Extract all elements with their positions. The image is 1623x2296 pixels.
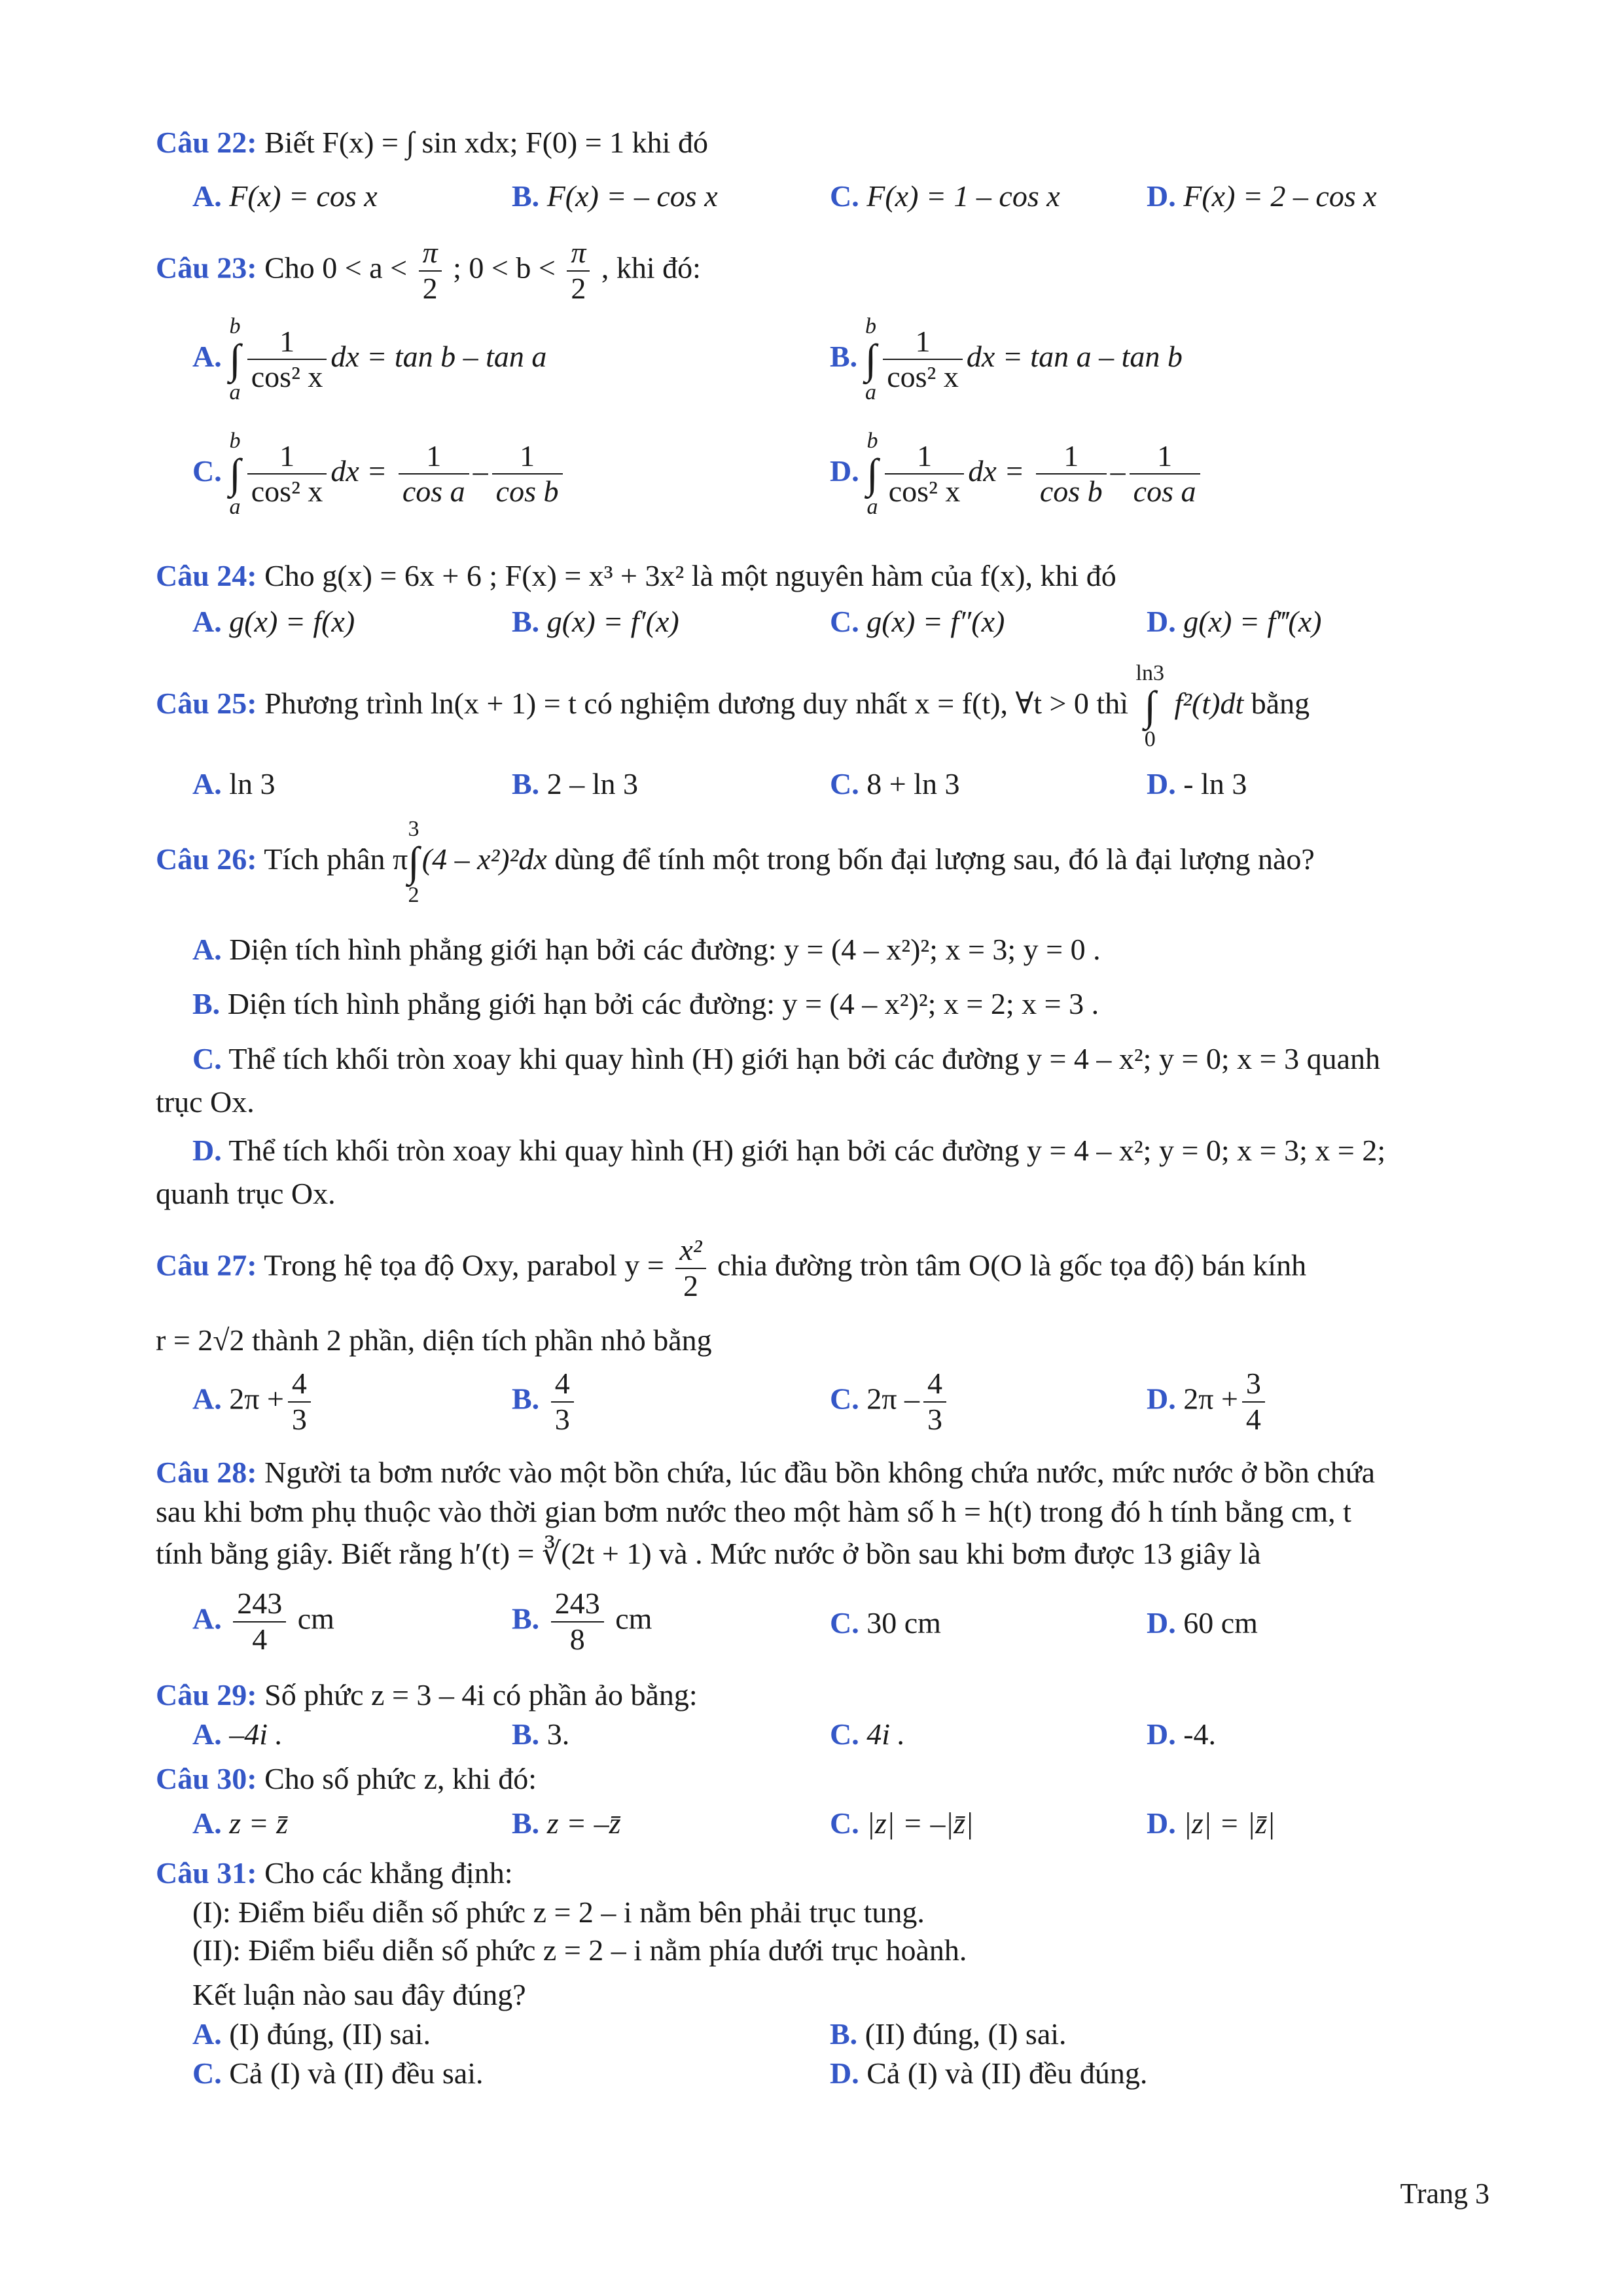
option-label: A. [192, 1717, 222, 1751]
unit: cm [615, 1602, 652, 1636]
option-text: g(x) = f″(x) [866, 605, 1005, 638]
option-label: C. [830, 1382, 859, 1416]
statement-2: (II): Điểm biểu diễn số phức z = 2 – i nằm phía dưới trục hoành. [192, 1933, 967, 1967]
option-a [192, 931, 1491, 967]
question-prompt: Kết luận nào sau đây đúng? [192, 1978, 526, 2011]
option-text: Cả (I) và (II) đều đúng. [866, 2056, 1148, 2090]
option-c-continued [156, 1084, 1491, 1120]
question-text: Cho g(x) = 6x + 6 ; F(x) = x³ + 3x² là một nguyên hàm của f(x), khi đó [264, 559, 1116, 592]
lower-limit: a [866, 495, 878, 520]
option-c [830, 766, 959, 802]
denominator: 2 [683, 1268, 698, 1302]
option-d [1147, 1805, 1275, 1841]
option-label: C. [830, 767, 859, 800]
numerator: 1 [399, 439, 469, 475]
option-text: |z| = –|z̄| [866, 1806, 974, 1840]
unit: cm [297, 1602, 334, 1636]
denominator: 2 [422, 271, 438, 305]
numerator: 1 [1036, 439, 1107, 475]
option-c [192, 429, 567, 520]
option-label: D. [1147, 767, 1176, 800]
question-27-line2 [156, 1322, 1491, 1358]
option-c [830, 178, 1060, 214]
option-text: 2π + [1183, 1382, 1238, 1416]
integral: b ∫ a [865, 314, 877, 405]
question-label: Câu 30: [156, 1762, 257, 1795]
option-d [830, 429, 1204, 520]
option-text: 4i . [866, 1717, 906, 1751]
option-c [830, 1716, 905, 1752]
fraction [885, 439, 965, 510]
option-b [512, 1587, 652, 1657]
question-text: Người ta bơm nước vào một bồn chứa, lúc đầu bồn không chứa nước, mức nước ở bồn chứa [264, 1456, 1376, 1489]
minus-sign: – [473, 454, 488, 488]
option-text: |z| = |z̄| [1183, 1806, 1275, 1840]
page-number: Trang 3 [1400, 2178, 1489, 2210]
option-text: g(x) = f′(x) [546, 605, 679, 638]
denominator: 3 [291, 1402, 307, 1436]
denominator: cos b [495, 475, 559, 509]
lower-limit: 0 [1144, 727, 1156, 752]
option-text: (II) đúng, (I) sai. [865, 2017, 1067, 2051]
option-text: g(x) = f‴(x) [1183, 605, 1322, 638]
option-a [192, 1367, 315, 1437]
option-a [192, 178, 378, 214]
fraction [1036, 439, 1107, 510]
denominator: 4 [252, 1622, 268, 1656]
fraction [492, 439, 563, 510]
option-label: B. [512, 1806, 540, 1840]
denominator: 2 [571, 271, 586, 305]
option-c [830, 603, 1005, 639]
question-text: tính bằng giây. Biết rằng h′(t) = ∛(2t + 1) và . Mức nước ở bồn sau khi bơm được 13 giây là [156, 1537, 1261, 1570]
option-b [192, 986, 1491, 1022]
option-c [830, 1367, 950, 1437]
upper-limit: b [229, 429, 241, 453]
upper-limit: ln3 [1135, 661, 1164, 685]
option-text: Thể tích khối tròn xoay khi quay hình (H) giới hạn bởi các đường y = 4 – x²; y = 0; x = 3 quanh [228, 1042, 1381, 1075]
option-label: A. [192, 1806, 222, 1840]
option-text: ln 3 [229, 767, 276, 800]
numerator: 4 [288, 1367, 311, 1403]
option-label: A. [192, 1382, 222, 1416]
fraction [551, 1367, 574, 1437]
fraction [675, 1233, 705, 1304]
question-text: Cho 0 < a < [264, 251, 408, 285]
integral: ln3 ∫ 0 [1135, 661, 1164, 752]
option-b [512, 603, 679, 639]
option-label: D. [1147, 605, 1176, 638]
question-label: Câu 24: [156, 559, 257, 592]
option-label: A. [192, 2017, 222, 2051]
fraction [923, 1367, 946, 1437]
fraction [883, 325, 963, 395]
denominator: 3 [554, 1402, 570, 1436]
question-text: bằng [1251, 686, 1310, 720]
numerator: 4 [923, 1367, 946, 1403]
option-label: D. [1147, 1606, 1176, 1640]
question-label: Câu 27: [156, 1248, 257, 1282]
option-b [512, 1805, 621, 1841]
option-text: z = z̄ [229, 1806, 289, 1840]
denominator: cos² x [251, 475, 323, 509]
option-label: C. [192, 1042, 222, 1075]
option-text: Cả (I) và (II) đều sai. [229, 2056, 484, 2090]
option-label: A. [192, 339, 222, 373]
integral: 3 ∫ 2 [408, 817, 419, 908]
denominator: cos b [1039, 475, 1103, 509]
option-label: A. [192, 933, 222, 966]
option-text: g(x) = f(x) [229, 605, 355, 638]
option-c [830, 1805, 974, 1841]
option-text: F(x) = – cos x [546, 179, 718, 213]
denominator: cos² x [888, 475, 961, 509]
option-label: B. [512, 1717, 540, 1751]
option-a [192, 1805, 288, 1841]
lower-limit: a [865, 380, 876, 405]
numerator: x² [675, 1233, 705, 1269]
option-text: 2π + [229, 1382, 284, 1416]
option-text: –4i . [229, 1717, 283, 1751]
option-d [1147, 603, 1321, 639]
question-text: Trong hệ tọa độ Oxy, parabol y = [264, 1248, 664, 1282]
option-a [192, 603, 355, 639]
option-d-continued [156, 1175, 1491, 1211]
option-text: dx = [968, 454, 1025, 488]
option-c [830, 1605, 941, 1641]
question-label: Câu 28: [156, 1456, 257, 1489]
option-label: D. [1147, 1382, 1176, 1416]
numerator: 4 [551, 1367, 574, 1403]
lower-limit: a [229, 495, 241, 520]
question-text: r = 2√2 thành 2 phần, diện tích phần nhỏ bằng [156, 1323, 712, 1357]
option-d [830, 2055, 1147, 2091]
numerator: 3 [1242, 1367, 1265, 1403]
question-text: dùng để tính một trong bốn đại lượng sau, đó là đại lượng nào? [554, 842, 1315, 876]
option-label: A. [192, 605, 222, 638]
question-text: Cho các khẳng định: [264, 1856, 513, 1890]
question-31 [156, 1855, 1491, 1891]
option-label: D. [1147, 1806, 1176, 1840]
option-a [192, 1587, 334, 1657]
option-text: 8 + ln 3 [866, 767, 960, 800]
option-label: C. [830, 179, 859, 213]
upper-limit: b [229, 314, 241, 338]
lower-limit: a [229, 380, 241, 405]
denominator: 8 [569, 1622, 585, 1656]
upper-limit: b [866, 429, 878, 453]
option-text: 2π – [866, 1382, 919, 1416]
option-text: 3. [546, 1717, 570, 1751]
question-24 [156, 558, 1491, 594]
numerator: 1 [247, 325, 327, 361]
option-d [1147, 766, 1247, 802]
fraction [288, 1367, 311, 1437]
option-b [512, 178, 718, 214]
option-label: D. [1147, 1717, 1176, 1751]
numerator: 1 [885, 439, 965, 475]
question-23 [156, 236, 1491, 306]
option-label: D. [192, 1134, 222, 1167]
numerator: 1 [1130, 439, 1200, 475]
option-text: trục Ox. [156, 1085, 255, 1119]
option-b [512, 766, 638, 802]
numerator: π [567, 236, 590, 272]
option-d [1147, 1716, 1216, 1752]
option-b [830, 314, 1183, 405]
denominator: 3 [927, 1402, 942, 1436]
option-label: C. [830, 1717, 859, 1751]
option-label: A. [192, 767, 222, 800]
option-label: D. [1147, 179, 1176, 213]
option-label: B. [512, 605, 540, 638]
numerator: 1 [247, 439, 327, 475]
option-d [1147, 1605, 1258, 1641]
minus-sign: – [1110, 454, 1126, 488]
question-label: Câu 25: [156, 686, 257, 720]
question-25 [156, 661, 1491, 752]
denominator: cos a [1133, 475, 1196, 509]
question-label: Câu 22: [156, 126, 257, 159]
option-label: B. [830, 339, 858, 373]
option-text: Diện tích hình phẳng giới hạn bởi các đường: y = (4 – x²)²; x = 3; y = 0 . [229, 933, 1101, 966]
option-label: B. [192, 987, 221, 1020]
fraction [419, 236, 442, 306]
fraction [1130, 439, 1200, 510]
question-29 [156, 1677, 1491, 1713]
question-27 [156, 1233, 1491, 1304]
integrand: (4 – x²)²dx [421, 842, 547, 876]
option-c [192, 2055, 484, 2091]
question-text: Số phức z = 3 – 4i có phần ảo bằng: [264, 1678, 698, 1712]
lower-limit: 2 [408, 883, 419, 908]
integral: b ∫ a [229, 429, 241, 520]
integral: b ∫ a [866, 429, 878, 520]
option-text: 2 – ln 3 [546, 767, 638, 800]
fraction [551, 1587, 604, 1657]
option-label: A. [192, 1602, 222, 1636]
option-d [1147, 178, 1377, 214]
option-label: D. [830, 2056, 859, 2090]
question-28-line3 [156, 1535, 1491, 1571]
denominator: 4 [1245, 1402, 1261, 1436]
option-text: dx = [330, 454, 387, 488]
option-label: D. [830, 454, 859, 488]
question-22 [156, 124, 1491, 160]
question-text: Phương trình ln(x + 1) = t có nghiệm dương duy nhất x = f(t), ∀t > 0 thì [264, 686, 1128, 720]
fraction [1242, 1367, 1265, 1437]
option-a [192, 1716, 283, 1752]
upper-limit: b [865, 314, 876, 338]
numerator: 1 [492, 439, 563, 475]
option-text: Diện tích hình phẳng giới hạn bởi các đường: y = (4 – x²)²; x = 2; x = 3 . [227, 987, 1099, 1020]
numerator: 243 [551, 1587, 604, 1623]
option-label: B. [512, 767, 540, 800]
option-a [192, 766, 276, 802]
option-d [1147, 1367, 1269, 1437]
option-label: C. [830, 1606, 859, 1640]
option-text: F(x) = 2 – cos x [1183, 179, 1377, 213]
question-26 [156, 817, 1491, 908]
fraction [233, 1587, 286, 1657]
question-text: ; 0 < b < [453, 251, 556, 285]
question-28 [156, 1454, 1491, 1490]
denominator: cos² x [251, 360, 323, 394]
option-a [192, 2016, 431, 2052]
fraction [399, 439, 469, 510]
option-text: z = –z̄ [546, 1806, 621, 1840]
option-label: C. [830, 1806, 859, 1840]
option-text: F(x) = 1 – cos x [866, 179, 1060, 213]
question-text: chia đường tròn tâm O(O là gốc tọa độ) bán kính [717, 1248, 1307, 1282]
fraction [247, 439, 327, 510]
option-d [192, 1132, 1491, 1168]
question-label: Câu 26: [156, 842, 257, 876]
option-b [512, 1716, 569, 1752]
option-text: - ln 3 [1183, 767, 1247, 800]
option-text: 30 cm [866, 1606, 941, 1640]
integrand: f²(t)dt [1174, 686, 1244, 720]
question-label: Câu 29: [156, 1678, 257, 1712]
option-text: dx = tan b – tan a [330, 339, 547, 373]
option-b [512, 1367, 578, 1437]
fraction [247, 325, 327, 395]
question-label: Câu 31: [156, 1856, 257, 1890]
option-label: B. [512, 1602, 540, 1636]
option-text: F(x) = cos x [229, 179, 378, 213]
fraction [567, 236, 590, 306]
option-a [192, 314, 546, 405]
option-text: quanh trục Ox. [156, 1177, 336, 1210]
option-label: C. [192, 2056, 222, 2090]
option-label: B. [512, 179, 540, 213]
option-c [192, 1041, 1491, 1077]
option-label: A. [192, 179, 222, 213]
numerator: 243 [233, 1587, 286, 1623]
option-label: B. [512, 1382, 540, 1416]
option-text: (I) đúng, (II) sai. [229, 2017, 431, 2051]
question-label: Câu 23: [156, 251, 257, 285]
integral: b ∫ a [229, 314, 241, 405]
denominator: cos a [402, 475, 465, 509]
numerator: 1 [883, 325, 963, 361]
option-text: 60 cm [1183, 1606, 1258, 1640]
option-text: -4. [1183, 1717, 1217, 1751]
denominator: cos² x [887, 360, 959, 394]
question-28-line2 [156, 1494, 1491, 1530]
question-text: , khi đó: [601, 251, 701, 285]
option-text: Thể tích khối tròn xoay khi quay hình (H) giới hạn bởi các đường y = 4 – x²; y = 0; x = 3; x = 2; [228, 1134, 1386, 1167]
option-label: C. [192, 454, 222, 488]
upper-limit: 3 [408, 817, 419, 841]
option-label: C. [830, 605, 859, 638]
question-text: Tích phân π [264, 842, 408, 876]
option-label: B. [830, 2017, 858, 2051]
option-b [830, 2016, 1067, 2052]
question-text: Cho số phức z, khi đó: [264, 1762, 537, 1795]
numerator: π [419, 236, 442, 272]
question-30 [156, 1761, 1491, 1797]
statement-1: (I): Điểm biểu diễn số phức z = 2 – i nằm bên phải trục tung. [192, 1895, 925, 1929]
option-text: dx = tan a – tan b [966, 339, 1183, 373]
question-text: sau khi bơm phụ thuộc vào thời gian bơm nước theo một hàm số h = h(t) trong đó h tính bằng cm, t [156, 1495, 1351, 1528]
question-text: Biết F(x) = ∫ sin xdx; F(0) = 1 khi đó [264, 126, 708, 159]
